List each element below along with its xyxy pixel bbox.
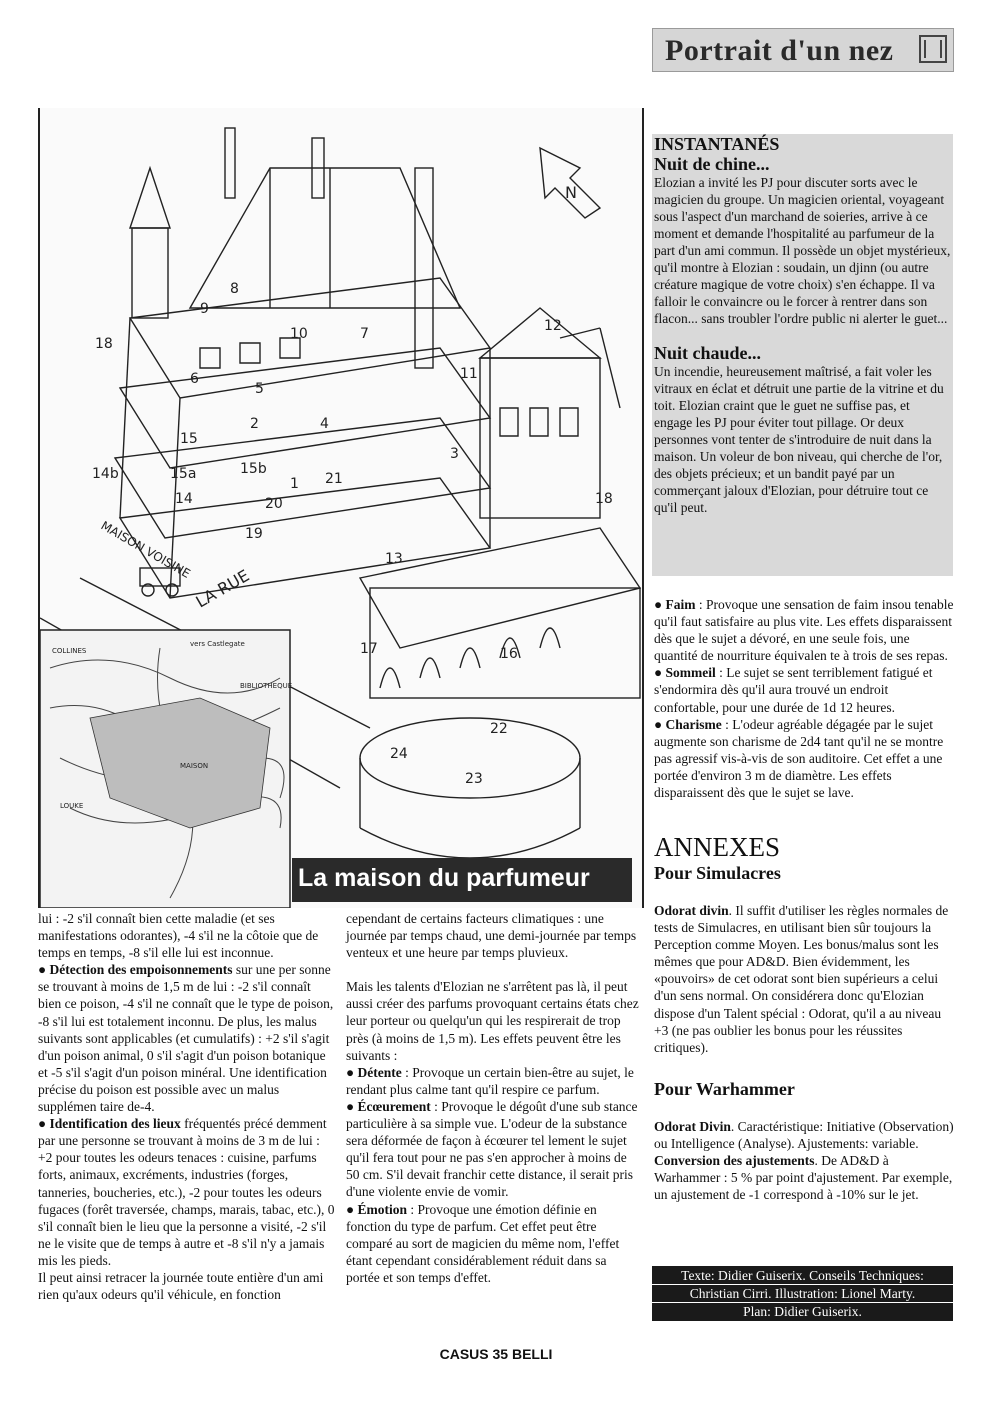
text-column-1 <box>38 910 336 1303</box>
sidebar-paragraph: Un incendie, heureusement maîtrisé, a fait voler les vitraux en éclat et détruit une partie de la vitrine et du toit. Elozian craint que le guet ne suffise pas, et engage les PJ pour éviter tout pillage. Or deux personnes vont tenter de s'introduire de nuit dans la maison. Un voleur de bon niveau, qui cherche de l'or, des objets précieux; et un bandit payé par un commerçant jaloux d'Elozian, pour détruire tout ce qu'il peut. <box>654 364 944 515</box>
paragraph <box>654 664 954 715</box>
room-label: 15b <box>240 461 267 477</box>
house-drawing <box>40 108 642 908</box>
celtic-knot-icon <box>919 35 947 63</box>
credits-box <box>652 1266 953 1321</box>
map-label: vers Castlegate <box>190 640 245 648</box>
paragraph <box>346 1064 642 1098</box>
bullet: ● <box>346 1098 355 1114</box>
room-label: 11 <box>460 366 478 382</box>
annexes-subtitle: Pour Warhammer <box>654 1078 795 1099</box>
right-column <box>654 596 954 801</box>
term-text: . De AD&D à Warhammer : 5 % par point d'ajustement. Par exemple, un ajustement de -1 correspond à -10% sur le jet. <box>654 1153 953 1203</box>
term: Détente <box>357 1064 402 1080</box>
room-label: 9 <box>200 301 209 317</box>
bullet: ● <box>346 1201 355 1217</box>
room-label: 16 <box>500 646 518 662</box>
text-column-2 <box>346 910 642 1286</box>
room-label: 13 <box>385 551 403 567</box>
sidebar-subtitle: Nuit de chine... <box>654 154 770 174</box>
room-label: 8 <box>230 281 239 297</box>
term: Conversion des ajustements <box>654 1153 815 1169</box>
credits-line: Christian Cirri. Illustration: Lionel Marty. <box>652 1285 953 1303</box>
paragraph <box>654 1152 954 1203</box>
credits-line: Texte: Didier Guiserix. Conseils Techniques: <box>652 1267 953 1285</box>
term: Faim <box>665 597 696 612</box>
room-label: 21 <box>325 471 343 487</box>
room-label: 1 <box>290 476 299 492</box>
bullet: ● <box>654 716 663 732</box>
term-text: : Provoque une émotion définie en fonction du type de parfum. Cet effet peut être comparé au sort de magicien du même nom, l'effet étant cependant considérablement réduit dans sa portée et son temps d'effet. <box>346 1201 620 1285</box>
neighbour-house-label: MAISON VOISINE <box>98 518 193 581</box>
term-text: : L'odeur agréable dégagée par le sujet augmente son charisme de 2d4 tant qu'il ne se montre pas agressif vis-à-vis de son auditoire. Cet effet a une portée d'environ 3 m de diamètre. Les effets disparaissent dès que le sujet se lave. <box>654 716 944 801</box>
room-label: 10 <box>290 326 308 342</box>
bullet: ● <box>38 962 47 978</box>
term-text: : Le sujet se sent terriblement fatigué et s'endormira dès qu'il aura trouvé un endroit confortable, pour une durée de 1d 12 heures. <box>654 665 933 715</box>
page-header <box>652 28 954 72</box>
paragraph <box>654 902 954 1056</box>
paragraph: lui : -2 s'il connaît bien cette maladie (et ses manifestations odorantes), -4 s'il ne la côtoie que de temps en temps, -8 s'il elle lui est inconnue. <box>38 911 319 961</box>
sidebar-subtitle: Nuit chaude... <box>654 343 762 363</box>
street-label: LA RUE <box>192 565 253 612</box>
illustration-caption-band <box>292 858 632 902</box>
page-title: Portrait d'un nez <box>665 34 894 67</box>
house-illustration <box>38 108 644 908</box>
term-text: . Caractéristique: Initiative (Observation) ou Intelligence (Analyse). Ajustements: variable. <box>654 1118 954 1151</box>
room-label: 2 <box>250 416 259 432</box>
room-label: 19 <box>245 526 263 542</box>
credits-line: Plan: Didier Guiserix. <box>743 1304 862 1319</box>
annexes-subtitle: Pour Simulacres <box>654 863 781 883</box>
room-label: 14b <box>92 466 119 482</box>
term: Odorat divin <box>654 903 729 918</box>
bullet: ● <box>654 597 663 612</box>
term: Charisme <box>665 716 722 732</box>
room-label: 15 <box>180 431 198 447</box>
bullet: ● <box>346 1064 355 1080</box>
term: Odorat Divin <box>654 1118 731 1134</box>
page-footer: CASUS 35 BELLI <box>439 1346 553 1362</box>
room-label: 6 <box>190 371 199 387</box>
term-text: : Provoque le dégoût d'une sub stance particulière à sa simple vue. L'odeur de la substance sera déformée de façon à écœurer tel lement le sujet qu'il fera tout pour ne pas s'en approcher à moins de 50 cm. S'il devait franchir cette distance, il serait pris d'une violente envie de vomir. <box>346 1098 638 1200</box>
annexes-title: ANNEXES <box>654 832 780 862</box>
paragraph: cependant de certains facteurs climatiques : une journée par temps chaud, une demi-journée par temps venteux et une heure par temps pluvieux. <box>346 911 637 961</box>
paragraph <box>654 716 954 801</box>
paragraph <box>38 961 336 1115</box>
north-label: N <box>565 183 577 202</box>
illustration-caption: La maison du parfumeur <box>298 864 590 892</box>
term: Écœurement <box>357 1098 431 1114</box>
term: Identification des lieux <box>49 1116 181 1132</box>
annexes-section <box>654 832 954 1203</box>
paragraph: Mais les talents d'Elozian ne s'arrêtent pas là, il peut aussi créer des parfums provoquant certains états chez leur porteur ou quelqu'un qui les respirerait de trop près (à moins de 1,5 m). Les effets peuvent être les suivants : <box>346 979 639 1063</box>
room-label: 14 <box>175 491 193 507</box>
room-label: 3 <box>450 446 459 462</box>
map-label: BIBLIOTHEQUE <box>240 682 293 690</box>
room-label: 23 <box>465 771 483 787</box>
term-text: fréquentés précé demment par une personne se trouvant à moins de 3 m de lui : +2 pour toutes les odeurs tenaces : cuisine, parfums forts, animaux, excréments, industries (forges, tanneries, boucheries, etc.), -2 pour toutes les odeurs fugaces (forêt traversée, champs, marais, tabac, etc.), 0 s'il connaît bien le lieu que la personne a visité, -2 s'il ne le visite que de temps à autre et -8 s'il n'y a jamais mis les pieds. <box>38 1116 335 1268</box>
paragraph <box>346 1201 642 1286</box>
room-label: 7 <box>360 326 369 342</box>
term-text: . Il suffit d'utiliser les règles normales de tests de Simulacres, en utilisant bien sûr toujours la Perception comme Moyen. Les bonus/malus sont les mêmes que pour AD&D. Bien évidemment, les «pouvoirs» de cet odorat sont bien supérieurs a celui d'un sens normal. On considérera donc qu'Elozian dispose d'un Talent spécial : Odorat, qu'il a au niveau +3 (ne pas oublier les bonus pour les réussites critiques). <box>654 903 949 1055</box>
room-label: 5 <box>255 381 264 397</box>
term-text: : Provoque un certain bien-être au sujet, le rendant plus calme tant qu'il respire ce parfum. <box>346 1064 634 1097</box>
room-label: 18 <box>595 491 613 507</box>
room-label: 22 <box>490 721 508 737</box>
paragraph <box>654 596 954 664</box>
sidebar-paragraph: Elozian a invité les PJ pour discuter sorts avec le magicien du groupe. Un magicien oriental, voyageant sous l'aspect d'un marchand de soieries, arrive à ce moment et demande l'hospitalité au parfumeur de la part d'un ami commun. Il possède un objet mystérieux, qu'il montre à Elozian : soudain, un djinn (ou autre créature magique de votre choix) s'en échappe. Il va falloir le convaincre ou le forcer à rentrer dans son flacon... sans troubler l'ordre public ni alerter le guet... <box>654 175 951 326</box>
sidebar-heading: INSTANTANÉS <box>654 134 780 154</box>
room-label: 17 <box>360 641 378 657</box>
term-text: : Provoque une sensation de faim insou tenable qu'il faut satisfaire au plus vite. Les effets disparaissent dès que le sujet a dévoré, en une seule fois, une quantité de nourriture équivalen te à trois de ses repas. <box>654 597 954 664</box>
town-map <box>40 630 292 908</box>
map-label: COLLINES <box>52 647 87 655</box>
room-label: 20 <box>265 496 283 512</box>
term: Détection des empoisonnements <box>49 962 233 978</box>
paragraph <box>346 1098 642 1201</box>
room-label: 4 <box>320 416 329 432</box>
paragraph: Il peut ainsi retracer la journée toute entière d'un ami rien qu'aux odeurs qu'il véhicule, en fonction <box>38 1269 324 1303</box>
paragraph <box>654 1118 954 1152</box>
paragraph <box>38 1115 336 1269</box>
room-label: 15a <box>170 466 197 482</box>
term-text: sur une per sonne se trouvant à moins de 1,5 m de lui : -2 s'il connaît bien ce poison, -4 s'il ne connaît que le type de poison, -8 s'il lui est totalement inconnu. De plus, les malus suivants sont applicables (et cumulatifs) : +2 s'il s'agit d'un poison animal, 0 s'il s'agit d'un poison botanique et -5 s'il s'agit d'un poison minéral. Une identification précise du poison est possible avec un malus supplémen taire de-4. <box>38 962 334 1115</box>
room-label: 24 <box>390 746 408 762</box>
room-label: 12 <box>544 318 562 334</box>
bullet: ● <box>38 1116 47 1132</box>
term: Émotion <box>357 1201 408 1217</box>
room-label: 18 <box>95 336 113 352</box>
instantanes-sidebar <box>652 134 953 576</box>
map-label: LOUKE <box>60 802 84 810</box>
term: Sommeil <box>665 665 716 681</box>
map-label: MAISON <box>180 762 209 770</box>
bullet: ● <box>654 665 663 681</box>
